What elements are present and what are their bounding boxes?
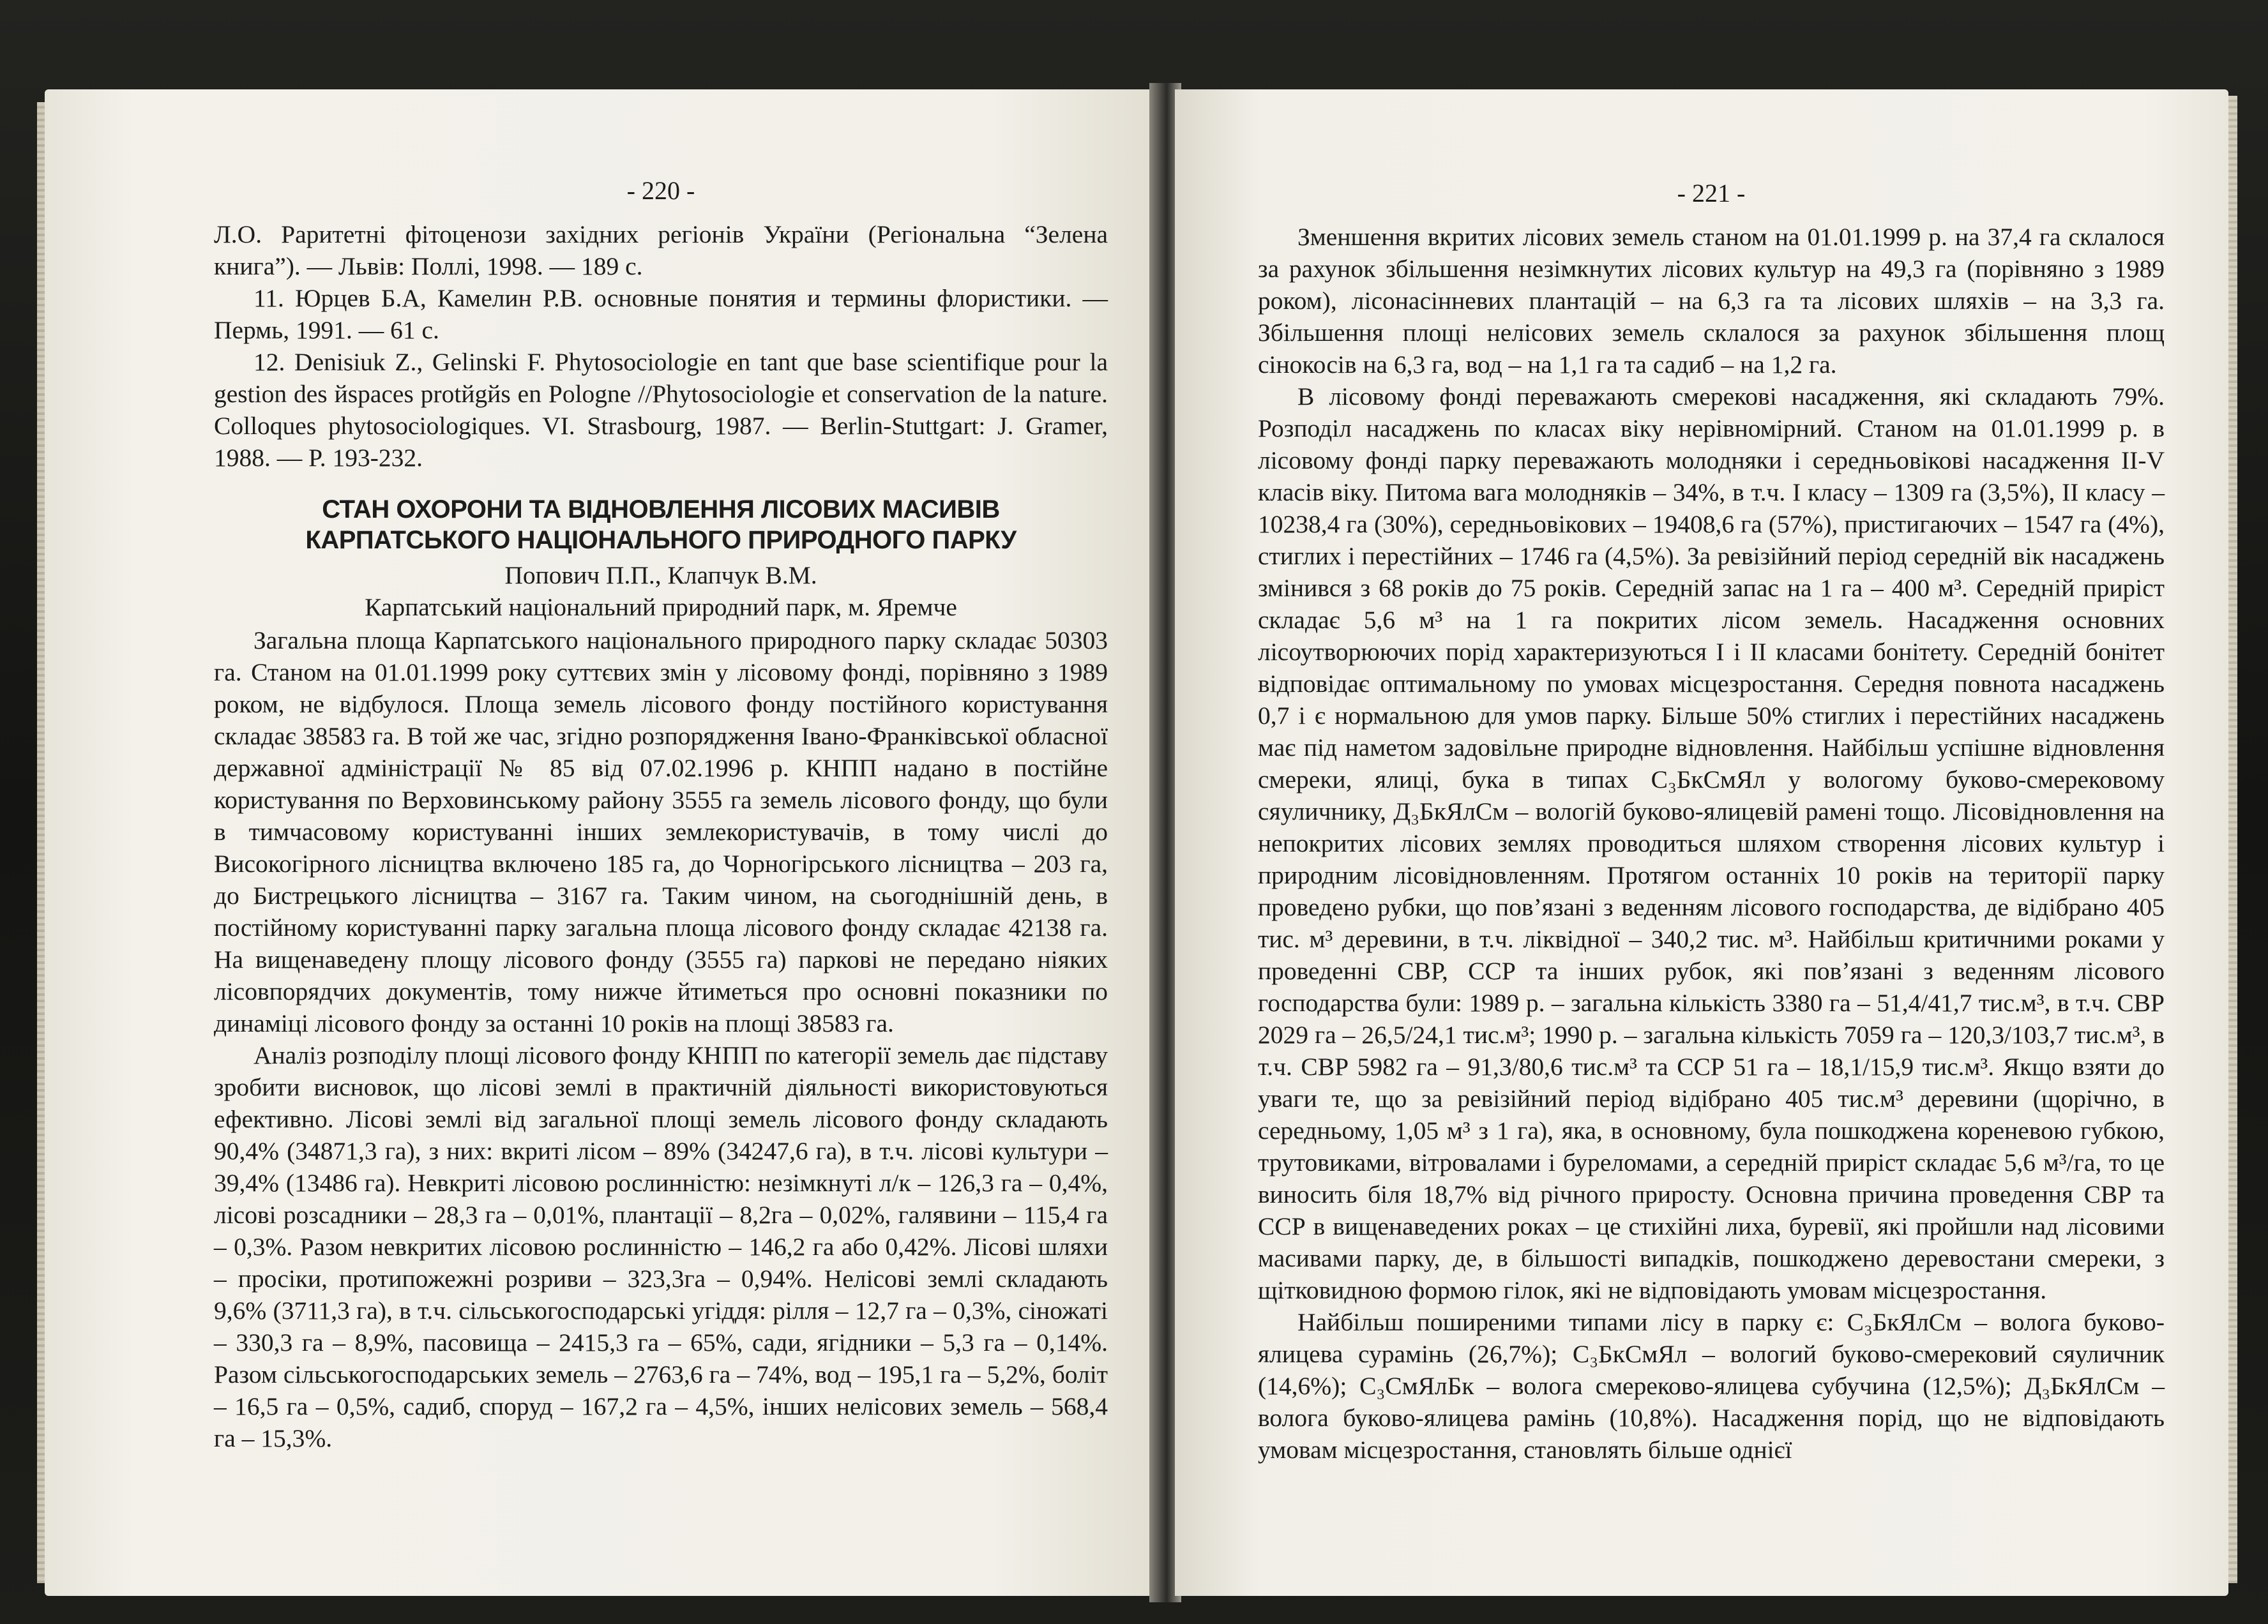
article-title-line: КАРПАТСЬКОГО НАЦІОНАЛЬНОГО ПРИРОДНОГО ПАРКУ <box>305 526 1017 554</box>
reference-item: Л.О. Раритетні фітоценози західних регіонів України (Регіональна “Зелена книга”). — Львів: Поллі, 1998. — 189 с. <box>214 220 1108 280</box>
page-number: - 220 - <box>626 176 695 205</box>
article-affiliation: Карпатський національний природний парк, м. Яремче <box>365 593 957 621</box>
right-page <box>1175 89 2228 1596</box>
body-paragraph: Зменшення вкритих лісових земель станом на 01.01.1999 р. на 37,4 га склалося за рахунок збільшення незімкнутих лісових культур на 49,3 га (порівняно з 1989 роком), лісонасінневих плантацій – на 6,3 га та лісових шляхів – на 3,3 га. Збільшення площі нелісових земель склалося за рахунок збільшення площ сінокосів на 6,3 га, вод – на 1,1 га та садиб – на 1,2 га. <box>1258 223 2165 379</box>
page-number: - 221 - <box>1677 179 1746 207</box>
right-page-text <box>1258 177 2165 1466</box>
left-page-text <box>214 175 1108 1454</box>
body-paragraph: В лісовому фонді переважають смерекові насадження, які складають 79%. Розподіл насаджень по класах віку нерівномірний. Станом на 01.01.1999 р. в лісовому фонді парку переважають молодняки і середньовікові насадження II-V класів віку. Питома вага молодняків – 34%, в т.ч. I класу – 1309 га (3,5%), II класу – 10238,4 га (30%), середньовікових – 19408,6 га (57%), пристигаючих – 1547 га (4%), стиглих і перестійних – 1746 га (4,5%). За ревізійний період середній вік насаджень змінився з 68 років до 75 років. Середній запас на 1 га – 400 м³. Середній приріст складає 5,6 м³ на 1 га покритих лісом земель. Насадження основних лісоутворюючих порід характеризуються I і II класами бонітету. Середній бонітет відповідає оптимальному по умовах місцезростання. Середня повнота насаджень 0,7 і є нормальною для умов парку. Більше 50% стиглих і перестійних насаджень має під наметом задовільне природне відновлення. Найбільш успішне відновлення смереки, ялиці, бука в типах С₃БкСмЯл у вологому буково-смерековому сяуличнику, Д₃БкЯлСм – вологій буково-ялицевій рамені тощо. Лісовідновлення на непокритих лісових землях проводиться шляхом створення лісових культур і природним лісовідновленням. Протягом останніх 10 років на території парку проведено рубки, що пов’язані з веденням лісового господарства, де відібрано 405 тис. м³ деревини, в т.ч. ліквідної – 340,2 тис. м³. Найбільш критичними роками у проведенні СВР, ССР та інших рубок, які пов’язані з веденням лісового господарства були: 1989 р. – загальна кількість 3380 га – 51,4/41,7 тис.м³, в т.ч. СВР 2029 га – 26,5/24,1 тис.м³; 1990 р. – загальна кількість 7059 га – 120,3/103,7 тис.м³, в т.ч. СВР 5982 га – 91,3/80,6 тис.м³ та ССР 51 га – 18,1/15,9 тис.м³. Якщо взяти до уваги те, що за ревізійний період відібрано 405 тис.м³ деревини (щорічно, в середньому, 1,05 м³ з 1 га), яка, в основному, була пошкоджена кореневою губкою, трутовиками, вітровалами і буреломами, а середній приріст складає 5,6 м³/га, то це виносить біля 18,7% від річного приросту. Основна причина проведення СВР та ССР в вищенаведених роках – це стихійні лиха, буревії, які пройшли над лісовими масивами парку, де, в більшості випадків, пошкоджено деревостани смереки, з щітковидною формою гілок, які не відповідають умовам місцезростання. <box>1258 382 2165 1304</box>
reference-item: 11. Юрцев Б.А, Камелин Р.В. основные понятия и термины флористики. — Пермь, 1991. — 61 с. <box>214 284 1108 344</box>
reference-item: 12. Denisiuk Z., Gelinski F. Phytosociologie en tant que base scientifique pour la gestion des йspaces protйgйs en Pologne //Phytosociologie et conservation de la nature. Colloques phytosociologiques. VI. Strasbourg, 1987. — Berlin-Stuttgart: J. Gramer, 1988. — P. 193-232. <box>214 348 1108 472</box>
body-paragraph: Аналіз розподілу площі лісового фонду КНПП по категорії земель дає підставу зробити висновок, що лісові землі в практичній діяльності використовуються ефективно. Лісові землі від загальної площі земель лісового фонду складають 90,4% (34871,3 га), з них: вкриті лісом – 89% (34247,6 га), в т.ч. лісові культури – 39,4% (13486 га). Невкриті лісовою рослинністю: незімкнуті л/к – 126,3 га – 0,4%, лісові розсадники – 28,3 га – 0,01%, плантації – 8,2га – 0,02%, галявини – 115,4 га – 0,3%. Разом невкритих лісовою рослинністю – 146,2 га або 0,42%. Лісові шляхи – просіки, протипожежні розриви – 323,3га – 0,94%. Нелісові землі складають 9,6% (3711,3 га), в т.ч. сільськогосподарські угіддя: рілля – 12,7 га – 0,3%, сіножаті – 330,3 га – 8,9%, пасовища – 2415,3 га – 65%, сади, ягідники – 5,3 га – 0,14%. Разом сільськогосподарських земель – 2763,6 га – 74%, вод – 195,1 га – 5,2%, боліт – 16,5 га – 0,5%, садиб, споруд – 167,2 га – 4,5%, інших нелісових земель – 568,4 га – 15,3%. <box>214 1041 1108 1452</box>
article-title-line: СТАН ОХОРОНИ ТА ВІДНОВЛЕННЯ ЛІСОВИХ МАСИВІВ <box>322 495 1000 523</box>
article-title <box>214 494 1108 555</box>
body-paragraph: Найбільш поширеними типами лісу в парку є: С₃БкЯлСм – волога буково-ялицева сурамінь (26,7%); С₃БкСмЯл – вологий буково-смерековий сяуличник (14,6%); С₃СмЯлБк – волога смереково-ялицева субучина (12,5%); Д₃БкЯлСм – волога буково-ялицева рамінь (10,8%). Насадження порід, що не відповідають умовам місцезростання, становлять більше однієї <box>1258 1308 2165 1464</box>
body-paragraph: Загальна площа Карпатського національного природного парку складає 50303 га. Станом на 01.01.1999 року суттєвих змін у лісовому фонді, порівняно з 1989 роком, не відбулося. Площа земель лісового фонду постійного користування складає 38583 га. В той же час, згідно розпорядження Івано-Франківської обласної державної адміністрації № 85 від 07.02.1996 р. КНПП надано в постійне користування по Верховинському району 3555 га земель лісового фонду, що були в тимчасовому користуванні інших землекористувачів, в тому числі до Високогірного лісництва включено 185 га, до Чорногірського лісництва – 203 га, до Бистрецького лісництва – 3167 га. Таким чином, на сьогоднішній день, в постійному користуванні парку загальна площа лісового фонду складає 42138 га. На вищенаведену площу лісового фонду (3555 га) паркові не передано ніяких лісовпорядчих документів, тому нижче йтиметься про основні показники по динаміці лісового фонду за останні 10 років на площі 38583 га. <box>214 626 1108 1037</box>
left-page <box>45 89 1156 1596</box>
article-authors: Попович П.П., Клапчук В.М. <box>504 561 817 589</box>
